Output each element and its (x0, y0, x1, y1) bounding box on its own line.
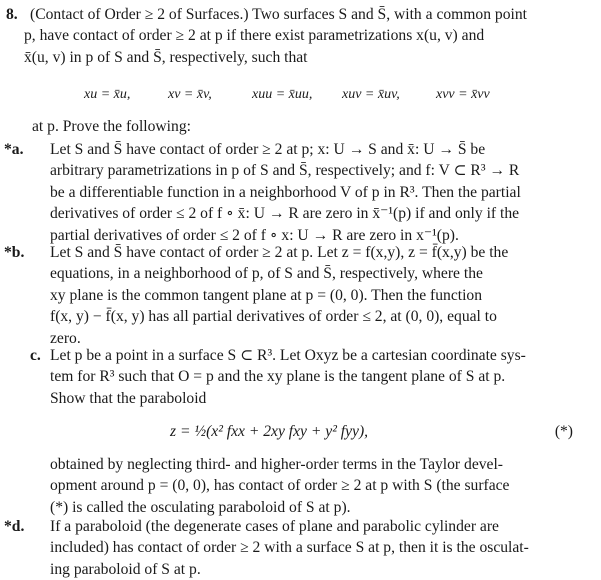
item-line: xy plane is the common tangent plane at p = (0, 0). Then the function (50, 286, 483, 304)
item-line: arbitrary parametrizations in p of S and S̄, respectively; and f: V ⊂ R³ → R (50, 162, 520, 180)
item-line: zero. (50, 329, 81, 347)
item-marker: *a. (4, 141, 24, 158)
equation: xuu = x̄uu, (252, 87, 313, 102)
item-line: Show that the paraboloid (50, 389, 207, 407)
equation-tag: (*) (554, 423, 573, 440)
item-marker: c. (30, 347, 41, 364)
item-line: ing paraboloid of S at p. (50, 560, 201, 578)
item-c (0, 345, 587, 409)
item-line: If a paraboloid (the degenerate cases of plane and parabolic cylinder are (50, 518, 499, 535)
problem-intro (0, 4, 601, 68)
item-line: be a differentiable function in a neighborhood V of p in R³. Then the partial (50, 183, 521, 201)
item-line: opment around p = (0, 0), has contact of order ≥ 2 at p with S (the surface (50, 477, 510, 495)
intro-line: p, have contact of order ≥ 2 at p if there exist parametrizations x(u, v) and (24, 27, 485, 45)
item-line: f(x, y) − f̄(x, y) has all partial derivatives of order ≤ 2, at (0, 0), equal to (50, 308, 497, 326)
item-line: (*) is called the osculating paraboloid of S at p). (50, 498, 351, 516)
intro-line: x̄(u, v) in p of S and S̄, respectively, such that (24, 48, 308, 66)
equation: xv = x̄v, (168, 87, 212, 102)
item-line: Let p be a point in a surface S ⊂ R³. Let Oxyz be a cartesian coordinate sys- (50, 347, 526, 364)
equation: xuv = x̄uv, (342, 87, 400, 102)
item-a (0, 139, 587, 246)
item-line: tem for R³ such that O = p and the xy plane is the tangent plane of S at p. (50, 368, 506, 386)
item-d (0, 516, 587, 580)
item-line: derivatives of order ≤ 2 of f ∘ x̄: U → R are zero in x̄⁻¹(p) if and only if the (50, 205, 520, 223)
item-line: partial derivatives of order ≤ 2 of f ∘ x: U → R are zero in x⁻¹(p). (50, 226, 459, 244)
equation: xvv = x̄vv (436, 87, 490, 102)
problem-number: 8. (6, 6, 18, 23)
item-line: obtained by neglecting third- and higher-order terms in the Taylor devel- (50, 456, 503, 473)
item-marker: *d. (4, 518, 25, 535)
item-line: included) has contact of order ≥ 2 with a surface S at p, then it is the osculat- (50, 539, 529, 557)
item-line: Let S and S̄ have contact of order ≥ 2 at p; x: U → S and x̄: U → S̄ be (50, 141, 486, 158)
item-marker: *b. (4, 244, 25, 261)
intro-line: (Contact of Order ≥ 2 of Surfaces.) Two surfaces S and S̄, with a common point (30, 6, 527, 23)
after-equations-text: at p. Prove the following: (32, 118, 191, 135)
item-c-continued (0, 454, 587, 518)
item-line: equations, in a neighborhood of p, of S and S̄, respectively, where the (50, 265, 483, 283)
equation: z = ½(x² fxx + 2xy fxy + y² fyy), (170, 423, 369, 440)
item-line: Let S and S̄ have contact of order ≥ 2 at p. Let z = f(x,y), z = f̄(x,y) be the (50, 244, 509, 261)
equation: xu = x̄u, (84, 87, 131, 102)
item-b (0, 242, 587, 349)
